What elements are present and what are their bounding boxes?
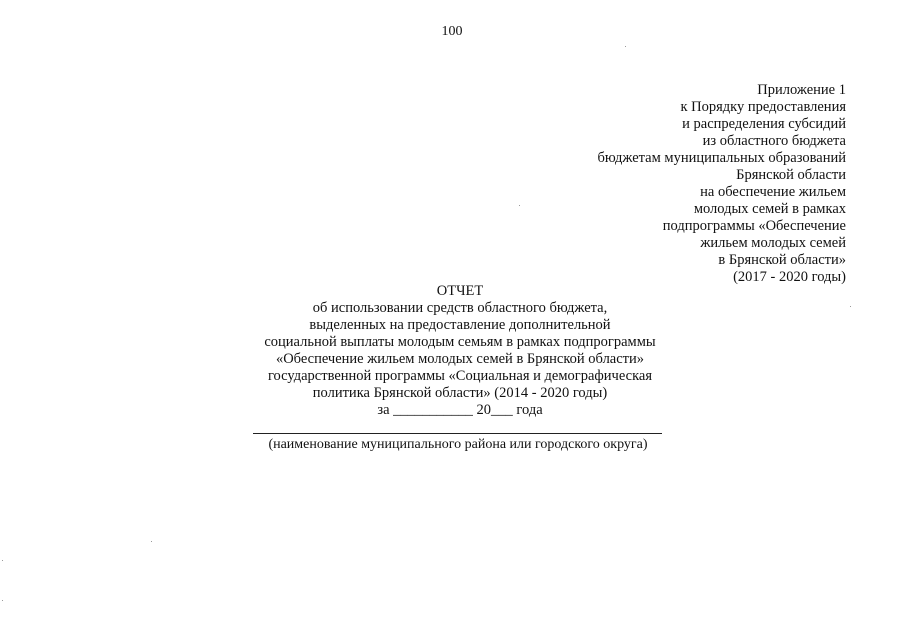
report-title: ОТЧЕТ [436,283,484,299]
appendix-header [516,82,846,286]
scan-speck [151,541,152,542]
scan-speck [2,600,3,601]
appendix-line: жильем молодых семей [700,235,846,251]
appendix-line: Приложение 1 [757,82,846,98]
report-description-line: социальной выплаты молодым семьям в рамках подпрограммы [264,334,656,350]
appendix-line: в Брянской области» [718,252,846,268]
appendix-line: Брянской области [736,167,846,183]
report-description-line: политика Брянской области» (2014 - 2020 годы) [312,385,608,401]
scan-speck [519,205,520,206]
appendix-line: подпрограммы «Обеспечение [662,218,846,234]
appendix-line: (2017 - 2020 годы) [733,269,846,285]
municipality-name-line [253,433,662,434]
appendix-line: молодых семей в рамках [693,201,846,217]
report-description-line: государственной программы «Социальная и демографическая [267,368,653,384]
appendix-line: к Порядку предоставления [680,99,846,115]
appendix-line: бюджетам муниципальных образований [597,150,846,166]
report-heading [200,283,720,419]
appendix-line: из областного бюджета [702,133,846,149]
municipality-caption: (наименование муниципального района или городского округа) [268,437,648,452]
scan-speck [625,46,626,47]
appendix-line: и распределения субсидий [682,116,846,132]
scan-speck [850,306,851,307]
report-description-line: выделенных на предоставление дополнительной [309,317,611,333]
report-description-line: «Обеспечение жильем молодых семей в Брянской области» [275,351,645,367]
report-description-line: об использовании средств областного бюджета, [312,300,608,316]
report-period: за ___________ 20___ года [377,402,543,418]
scan-speck [2,560,3,561]
page-number: 100 [441,24,463,39]
appendix-line: на обеспечение жильем [700,184,846,200]
